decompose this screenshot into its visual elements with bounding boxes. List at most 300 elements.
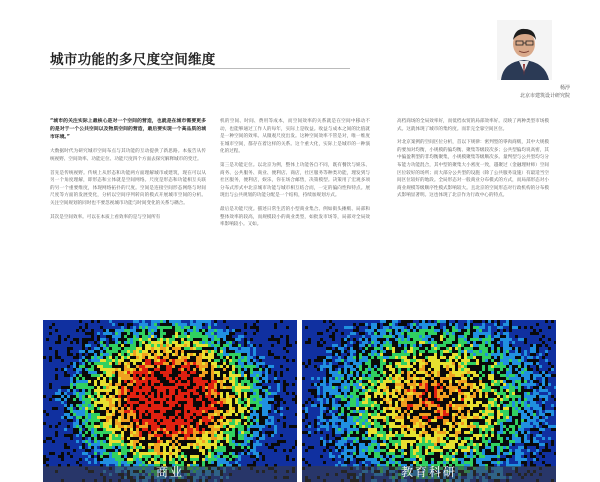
heat-cell — [479, 353, 482, 356]
heat-cell — [317, 380, 320, 383]
heat-cell — [196, 320, 199, 323]
heat-cell — [76, 449, 79, 452]
heat-cell — [425, 323, 428, 326]
heat-cell — [82, 455, 85, 458]
heat-cell — [232, 419, 235, 422]
heat-cell — [97, 446, 100, 449]
heat-cell — [265, 458, 268, 461]
heat-cell — [506, 395, 509, 398]
heat-cell — [157, 344, 160, 347]
heat-cell — [268, 332, 271, 335]
heat-cell — [458, 371, 461, 374]
heat-cell — [148, 446, 151, 449]
heat-cell — [283, 413, 286, 416]
heat-cell — [151, 332, 154, 335]
heat-cell — [250, 344, 253, 347]
heat-cell — [347, 386, 350, 389]
heat-cell — [488, 365, 491, 368]
heat-cell — [130, 359, 133, 362]
heat-cell — [85, 416, 88, 419]
heat-cell — [202, 389, 205, 392]
heat-cell — [55, 362, 58, 365]
heat-cell — [226, 398, 229, 401]
heat-cell — [422, 350, 425, 353]
heat-cell — [244, 347, 247, 350]
heat-cell — [82, 365, 85, 368]
heat-cell — [112, 410, 115, 413]
heat-cell — [139, 413, 142, 416]
heat-cell — [109, 395, 112, 398]
heat-cell — [58, 350, 61, 353]
heat-cell — [283, 362, 286, 365]
heat-cell — [491, 344, 494, 347]
heat-cell — [43, 452, 46, 455]
heat-cell — [103, 389, 106, 392]
heat-cell — [551, 335, 554, 338]
heat-cell — [181, 335, 184, 338]
heat-cell — [353, 398, 356, 401]
heat-cell — [286, 386, 289, 389]
heat-cell — [184, 344, 187, 347]
heat-cell — [163, 392, 166, 395]
heat-cell — [410, 386, 413, 389]
heat-cell — [482, 359, 485, 362]
heat-cell — [413, 359, 416, 362]
heat-cell — [118, 428, 121, 431]
heat-cell — [259, 458, 262, 461]
heat-cell — [350, 329, 353, 332]
heat-cell — [112, 440, 115, 443]
heat-cell — [377, 320, 380, 323]
heat-cell — [139, 458, 142, 461]
heat-cell — [217, 341, 220, 344]
heat-cell — [82, 383, 85, 386]
heat-cell — [262, 323, 265, 326]
heat-cell — [58, 389, 61, 392]
heat-cell — [464, 320, 467, 323]
heat-cell — [503, 344, 506, 347]
heat-cell — [524, 383, 527, 386]
heat-cell — [76, 422, 79, 425]
heat-cell — [154, 353, 157, 356]
heat-cell — [521, 383, 524, 386]
heat-cell — [91, 398, 94, 401]
heat-cell — [386, 341, 389, 344]
heat-cell — [437, 320, 440, 323]
heat-cell — [286, 446, 289, 449]
heat-cell — [199, 431, 202, 434]
heat-cell — [479, 350, 482, 353]
heat-cell — [214, 338, 217, 341]
heat-cell — [223, 362, 226, 365]
heat-cell — [431, 329, 434, 332]
heat-cell — [109, 326, 112, 329]
heat-cell — [551, 329, 554, 332]
heat-cell — [320, 371, 323, 374]
heat-cell — [289, 434, 292, 437]
heat-cell — [386, 392, 389, 395]
heat-cell — [434, 362, 437, 365]
heat-cell — [515, 347, 518, 350]
heat-cell — [181, 353, 184, 356]
heat-cell — [398, 389, 401, 392]
heat-cell — [268, 395, 271, 398]
heat-cell — [163, 332, 166, 335]
heat-cell — [121, 419, 124, 422]
heat-cell — [428, 350, 431, 353]
heat-cell — [320, 365, 323, 368]
heat-cell — [473, 341, 476, 344]
heat-cell — [350, 359, 353, 362]
heat-cell — [308, 350, 311, 353]
heat-cell — [338, 326, 341, 329]
heat-cell — [515, 323, 518, 326]
heat-cell — [305, 320, 308, 323]
heat-cell — [109, 389, 112, 392]
heat-cell — [214, 443, 217, 446]
heat-cell — [142, 410, 145, 413]
heat-cell — [524, 323, 527, 326]
heat-cell — [362, 356, 365, 359]
heat-cell — [199, 362, 202, 365]
heat-cell — [407, 338, 410, 341]
heat-cell — [305, 338, 308, 341]
heat-cell — [392, 392, 395, 395]
heat-cell — [305, 332, 308, 335]
heat-cell — [271, 425, 274, 428]
heat-cell — [344, 347, 347, 350]
heat-cell — [250, 458, 253, 461]
heat-cell — [452, 335, 455, 338]
heat-cell — [139, 320, 142, 323]
heat-cell — [43, 377, 46, 380]
heat-cell — [464, 365, 467, 368]
heat-cell — [308, 380, 311, 383]
heat-cell — [148, 431, 151, 434]
heat-cell — [247, 383, 250, 386]
heat-cell — [46, 407, 49, 410]
heat-cell — [61, 353, 64, 356]
heat-cell — [271, 323, 274, 326]
heat-cell — [425, 335, 428, 338]
heat-cell — [106, 329, 109, 332]
heat-cell — [115, 323, 118, 326]
heat-cell — [518, 365, 521, 368]
heat-cell — [214, 422, 217, 425]
heat-cell — [398, 398, 401, 401]
heat-cell — [139, 365, 142, 368]
heat-cell — [130, 407, 133, 410]
heat-cell — [52, 338, 55, 341]
heat-cell — [527, 335, 530, 338]
heat-cell — [398, 344, 401, 347]
heat-cell — [238, 392, 241, 395]
heat-cell — [112, 359, 115, 362]
heat-cell — [184, 416, 187, 419]
heat-cell — [533, 395, 536, 398]
heat-cell — [76, 434, 79, 437]
heat-cell — [323, 362, 326, 365]
heat-cell — [130, 428, 133, 431]
heat-cell — [283, 434, 286, 437]
heat-cell — [383, 371, 386, 374]
heat-cell — [202, 350, 205, 353]
heat-cell — [326, 383, 329, 386]
heat-cell — [118, 341, 121, 344]
heat-cell — [350, 374, 353, 377]
heat-cell — [353, 332, 356, 335]
heat-cell — [518, 380, 521, 383]
heat-cell — [365, 371, 368, 374]
heat-cell — [49, 404, 52, 407]
heat-cell — [139, 383, 142, 386]
heat-cell — [289, 371, 292, 374]
heat-cell — [76, 347, 79, 350]
heat-cell — [548, 350, 551, 353]
heat-cell — [103, 320, 106, 323]
heat-cell — [247, 458, 250, 461]
heat-cell — [175, 413, 178, 416]
heat-cell — [151, 326, 154, 329]
heat-cell — [533, 377, 536, 380]
heat-cell — [196, 380, 199, 383]
heat-cell — [175, 347, 178, 350]
heat-cell — [169, 368, 172, 371]
heat-cell — [151, 410, 154, 413]
heat-cell — [157, 437, 160, 440]
heat-cell — [488, 323, 491, 326]
heat-cell — [458, 392, 461, 395]
heat-cell — [64, 425, 67, 428]
heat-cell — [166, 341, 169, 344]
heat-cell — [166, 401, 169, 404]
heat-cell — [485, 356, 488, 359]
heat-cell — [530, 335, 533, 338]
heat-cell — [109, 407, 112, 410]
heat-cell — [187, 437, 190, 440]
heat-cell — [305, 356, 308, 359]
heat-cell — [127, 329, 130, 332]
heat-cell — [178, 323, 181, 326]
heat-cell — [103, 377, 106, 380]
heat-cell — [94, 353, 97, 356]
heat-cell — [118, 398, 121, 401]
heat-cell — [464, 341, 467, 344]
heat-cell — [259, 332, 262, 335]
heat-cell — [437, 344, 440, 347]
heat-cell — [524, 344, 527, 347]
heat-cell — [473, 395, 476, 398]
heat-cell — [323, 323, 326, 326]
heat-cell — [67, 389, 70, 392]
heat-cell — [368, 380, 371, 383]
heat-cell — [46, 392, 49, 395]
heat-cell — [286, 443, 289, 446]
heat-cell — [256, 443, 259, 446]
heat-cell — [335, 398, 338, 401]
heat-cell — [262, 443, 265, 446]
heat-cell — [85, 344, 88, 347]
heat-cell — [265, 359, 268, 362]
heat-cell — [359, 383, 362, 386]
heat-cell — [115, 434, 118, 437]
heat-cell — [64, 332, 67, 335]
heat-cell — [169, 458, 172, 461]
heat-cell — [527, 383, 530, 386]
heat-cell — [295, 437, 297, 440]
heat-cell — [103, 446, 106, 449]
heat-cell — [548, 371, 551, 374]
heat-cell — [130, 329, 133, 332]
heat-cell — [539, 374, 542, 377]
heat-cell — [464, 353, 467, 356]
heat-cell — [253, 431, 256, 434]
heat-cell — [148, 434, 151, 437]
heat-cell — [145, 419, 148, 422]
heat-cell — [148, 359, 151, 362]
heat-cell — [220, 347, 223, 350]
heat-cell — [178, 419, 181, 422]
heat-cell — [413, 338, 416, 341]
heat-cell — [106, 428, 109, 431]
heat-cell — [85, 329, 88, 332]
heat-cell — [184, 320, 187, 323]
heat-cell — [64, 344, 67, 347]
heat-cell — [500, 326, 503, 329]
heat-cell — [329, 350, 332, 353]
heat-cell — [145, 401, 148, 404]
heat-cell — [262, 350, 265, 353]
heat-cell — [365, 335, 368, 338]
heat-cell — [253, 386, 256, 389]
heat-cell — [229, 401, 232, 404]
heat-cell — [350, 371, 353, 374]
heat-cell — [262, 410, 265, 413]
heat-cell — [398, 365, 401, 368]
heat-cell — [52, 446, 55, 449]
heat-cell — [274, 365, 277, 368]
heat-cell — [52, 371, 55, 374]
heat-cell — [109, 458, 112, 461]
heat-cell — [308, 401, 311, 404]
heat-cell — [302, 353, 305, 356]
heat-cell — [97, 347, 100, 350]
heat-cell — [386, 365, 389, 368]
heat-cell — [416, 332, 419, 335]
heat-cell — [61, 431, 64, 434]
heat-cell — [476, 344, 479, 347]
heat-cell — [431, 365, 434, 368]
heat-cell — [356, 371, 359, 374]
heat-cell — [43, 446, 46, 449]
heat-cell — [404, 329, 407, 332]
heat-cell — [199, 380, 202, 383]
heat-cell — [142, 365, 145, 368]
heat-cell — [247, 344, 250, 347]
heat-cell — [362, 398, 365, 401]
heat-cell — [271, 365, 274, 368]
heat-cell — [292, 428, 295, 431]
heat-cell — [407, 350, 410, 353]
heat-cell — [344, 368, 347, 371]
heat-cell — [106, 332, 109, 335]
heat-cell — [542, 347, 545, 350]
heat-cell — [172, 458, 175, 461]
heat-cell — [383, 386, 386, 389]
heat-cell — [326, 323, 329, 326]
heat-cell — [70, 329, 73, 332]
heat-cell — [49, 422, 52, 425]
heat-cell — [163, 431, 166, 434]
heat-cell — [256, 332, 259, 335]
heat-cell — [503, 362, 506, 365]
heat-cell — [61, 413, 64, 416]
heat-cell — [64, 335, 67, 338]
heat-cell — [305, 335, 308, 338]
heat-cell — [214, 392, 217, 395]
heat-cell — [127, 377, 130, 380]
heat-cell — [229, 323, 232, 326]
heat-cell — [392, 335, 395, 338]
heat-cell — [61, 437, 64, 440]
heat-cell — [295, 449, 297, 452]
heat-cell — [163, 350, 166, 353]
heat-cell — [208, 392, 211, 395]
heat-cell — [229, 386, 232, 389]
heat-cell — [539, 353, 542, 356]
heat-cell — [542, 383, 545, 386]
heat-cell — [163, 389, 166, 392]
heat-cell — [374, 365, 377, 368]
heat-cell — [380, 365, 383, 368]
heat-cell — [67, 320, 70, 323]
heat-cell — [139, 323, 142, 326]
heat-cell — [440, 395, 443, 398]
heat-cell — [52, 374, 55, 377]
heat-cell — [283, 329, 286, 332]
heat-cell — [398, 380, 401, 383]
heat-cell — [151, 401, 154, 404]
heat-cell — [52, 416, 55, 419]
heat-cell — [106, 401, 109, 404]
heat-cell — [103, 332, 106, 335]
heat-cell — [94, 380, 97, 383]
heat-cell — [455, 326, 458, 329]
heat-cell — [67, 428, 70, 431]
heat-cell — [238, 368, 241, 371]
heat-cell — [133, 371, 136, 374]
heat-cell — [157, 362, 160, 365]
heat-cell — [554, 323, 556, 326]
heat-cell — [154, 458, 157, 461]
heat-cell — [314, 398, 317, 401]
heat-cell — [446, 329, 449, 332]
heat-cell — [214, 329, 217, 332]
heat-cell — [332, 392, 335, 395]
heat-cell — [259, 455, 262, 458]
heat-cell — [419, 326, 422, 329]
heat-cell — [196, 365, 199, 368]
heat-cell — [431, 341, 434, 344]
heat-cell — [118, 368, 121, 371]
paragraph: 机的空间、时间、费用等成本，而空间效率的关系就是在空间中移动不动，也能够通过工作人的每年，实际上是收益。收益与成本之间的比值就是一种空间的效率。从微观尺度出发。这种空间效率不管是对，唯一维度在城市空间，都存在着这样的关系。这个重大化，实际上是城市的一种演化的过程。 — [220, 119, 370, 155]
heat-cell — [494, 362, 497, 365]
heat-cell — [359, 386, 362, 389]
heat-cell — [431, 332, 434, 335]
heat-cell — [232, 371, 235, 374]
heat-cell — [124, 377, 127, 380]
heat-cell — [55, 386, 58, 389]
